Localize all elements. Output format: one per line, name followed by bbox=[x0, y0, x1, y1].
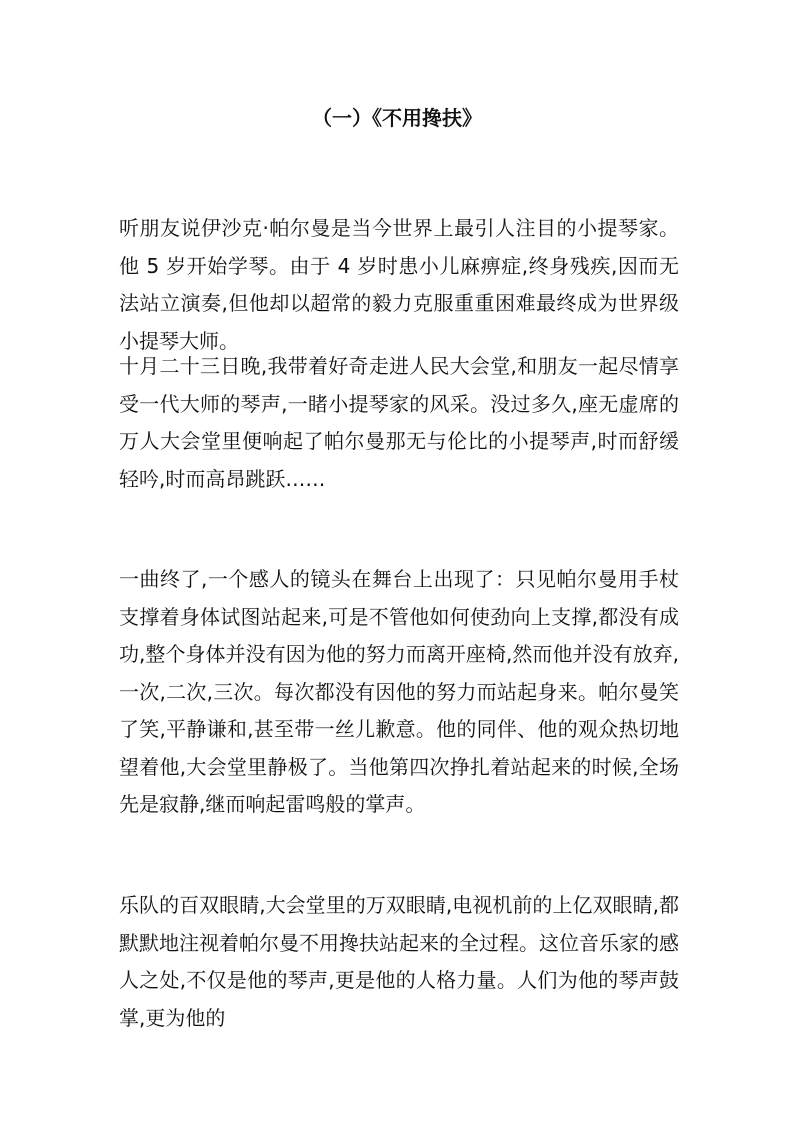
paragraph-3: 一曲终了,一个感人的镜头在舞台上出现了：只见帕尔曼用手杖支撑着身体试图站起来,可是不管他如何使劲向上支撑,都没有成功,整个身体并没有因为他的努力而离开座椅,然而他并没有放弃,一次,二次,三次。每次都没有因他的努力而站起身来。帕尔曼笑了笑,平静谦和,甚至带一丝儿歉意。他的同伴、他的观众热切地望着他,大会堂里静极了。当他第四次挣扎着站起来的时候,全场先是寂静,继而响起雷鸣般的掌声。 bbox=[119, 567, 679, 816]
document-title: （一）《不用搀扶》 bbox=[312, 106, 482, 130]
paragraph-2: 十月二十三日晚,我带着好奇走进人民大会堂,和朋友一起尽情享受一代大师的琴声,一睹小提琴家的风采。没过多久,座无虚席的万人大会堂里便响起了帕尔曼那无与伦比的小提琴声,时而舒缓轻吟,时而高昂跳跃…… bbox=[119, 354, 679, 491]
paragraph-4: 乐队的百双眼睛,大会堂里的万双眼睛,电视机前的上亿双眼睛,都默默地注视着帕尔曼不用搀扶站起来的全过程。这位音乐家的感人之处,不仅是他的琴声,更是他的人格力量。人们为他的琴声鼓掌,更为他的 bbox=[119, 893, 679, 1030]
paragraph-1: 听朋友说伊沙克·帕尔曼是当今世界上最引人注目的小提琴家。他 5 岁开始学琴。由于 4 岁时患小儿麻痹症,终身残疾,因而无法站立演奏,但他却以超常的毅力克服重重困难最终成为世界级小提琴大师。 bbox=[119, 216, 679, 353]
